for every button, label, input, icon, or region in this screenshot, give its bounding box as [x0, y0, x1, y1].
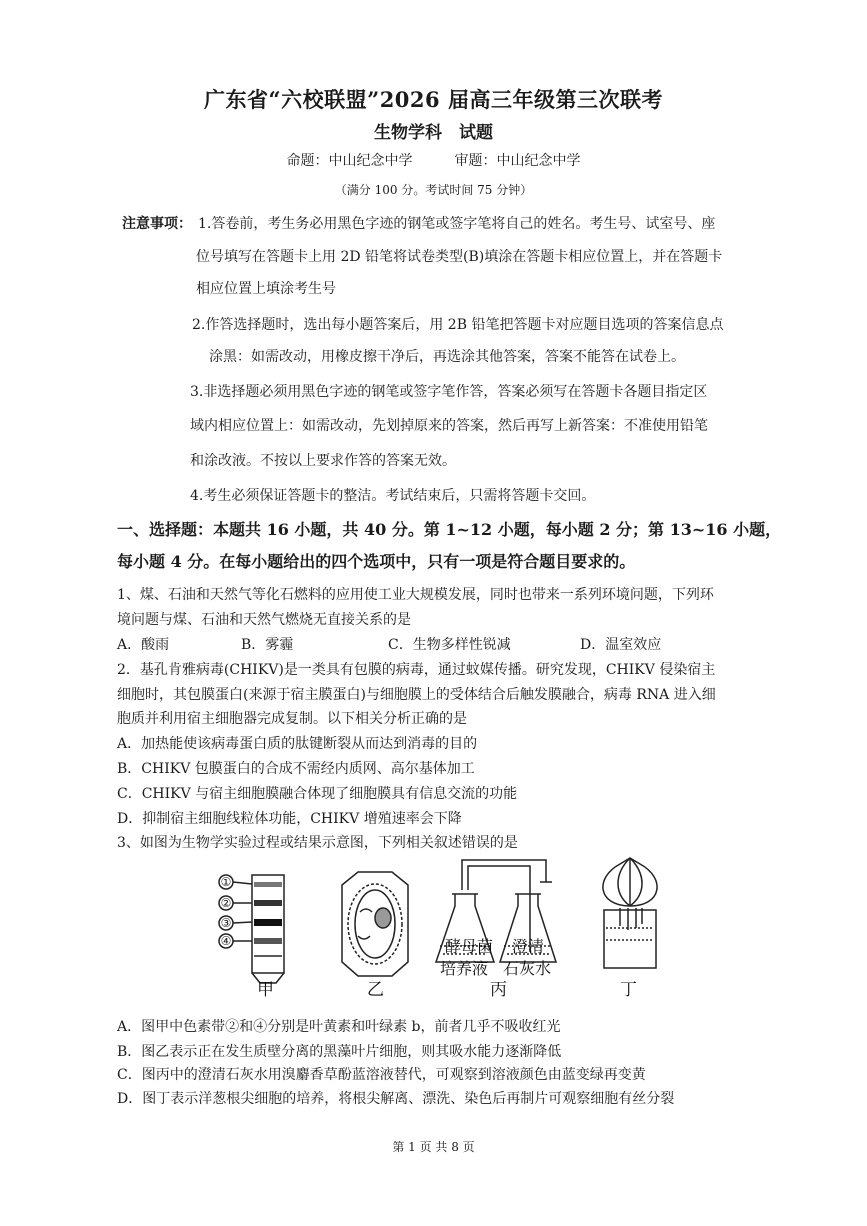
figure-yi-cell: [342, 872, 408, 976]
score-info: （满分 100 分。考试时间 75 分钟）: [334, 183, 533, 197]
band-label-3: ③: [220, 916, 232, 930]
section-heading: 一、选择题：本题共 16 小题，共 40 分。第 1~12 小题，每小题 2 分；第 13~16 小题，: [117, 520, 782, 539]
figure-label-ding: 丁: [620, 980, 637, 1000]
q1-option-c: C．生物多样性锐减: [388, 637, 511, 653]
q1-stem: 境问题与煤、石油和天然气燃烧无直接关系的是: [117, 612, 411, 628]
flask-left-label-2: 培养液: [440, 959, 489, 978]
note-line: 相应位置上填涂考生号: [196, 281, 336, 297]
q2-option-c: C．CHIKV 与宿主细胞膜融合体现了细胞膜具有信息交流的功能: [117, 786, 518, 802]
q3-option-a: A．图甲中色素带②和④分别是叶黄素和叶绿素 b，前者几乎不吸收红光: [117, 1019, 561, 1035]
figure-label-yi: 乙: [367, 980, 384, 1000]
note-line: 域内相应位置上：如需改动，先划掉原来的答案，然后再写上新答案：不准使用铅笔: [190, 418, 708, 434]
q3-figure: [200, 850, 670, 1005]
flask-right-label-1: 澄清: [512, 937, 545, 956]
q2-stem: 胞质并利用宿主细胞器完成复制。以下相关分析正确的是: [117, 711, 467, 727]
exam-subtitle: 生物学科 试题: [374, 123, 493, 143]
q3-option-c: C．图丙中的澄清石灰水用溴麝香草酚蓝溶液替代，可观察到溶液颜色由蓝变绿再变黄: [117, 1067, 646, 1083]
note-line: 3.非选择题必须用黑色字迹的钢笔或签字笔作答，答案必须写在答题卡各题目指定区: [190, 384, 708, 400]
note-line: 涂黑：如需改动，用橡皮擦干净后，再选涂其他答案，答案不能答在试卷上。: [209, 349, 685, 365]
exam-authors: 命题：中山纪念中学 审题：中山纪念中学: [286, 153, 581, 169]
q2-option-b: B．CHIKV 包膜蛋白的合成不需经内质网、高尔基体加工: [117, 761, 475, 777]
note-line: 位号填写在答题卡上用 2D 铅笔将试卷类型(B)填涂在答题卡相应位置上，并在答题卡: [196, 249, 723, 265]
notes-label: 注意事项：: [122, 216, 192, 232]
note-line: 4.考生必须保证答题卡的整洁。考试结束后，只需将答题卡交回。: [190, 488, 596, 504]
figure-jia-strip: [252, 875, 284, 983]
q3-stem: 3、如图为生物学实验过程或结果示意图，下列相关叙述错误的是: [117, 835, 518, 851]
q1-option-a: A．酸雨: [117, 637, 170, 653]
page-footer: 第 1 页 共 8 页: [392, 1140, 475, 1154]
q2-option-d: D．抑制宿主细胞线粒体功能，CHIKV 增殖速率会下降: [117, 811, 462, 827]
q3-option-b: B．图乙表示正在发生质壁分离的黑藻叶片细胞，则其吸水能力逐渐降低: [117, 1044, 562, 1060]
figure-ding-onion: [603, 858, 657, 968]
exam-title: 广东省“六校联盟”2026 届高三年级第三次联考: [204, 87, 663, 112]
q2-stem: 2．基孔肯雅病毒(CHIKV)是一类具有包膜的病毒，通过蚊媒传播。研究发现，CHIKV 侵染宿主: [117, 662, 716, 678]
q1-stem: 1、煤、石油和天然气等化石燃料的应用使工业大规模发展，同时也带来一系列环境问题，下列环: [117, 587, 714, 603]
figure-label-bing: 丙: [490, 980, 507, 1000]
q1-option-d: D．温室效应: [580, 637, 662, 653]
q1-option-b: B．雾霾: [241, 637, 294, 653]
flask-right-label-2: 石灰水: [503, 959, 552, 978]
q2-stem: 细胞时，其包膜蛋白(来源于宿主膜蛋白)与细胞膜上的受体结合后触发膜融合，病毒 RNA 进入细: [117, 687, 716, 703]
band-label-1: ①: [220, 875, 232, 889]
note-line: 和涂改液。不按以上要求作答的答案无效。: [190, 453, 456, 469]
band-label-2: ②: [220, 896, 232, 910]
note-line: 1.答卷前，考生务必用黑色字迹的钢笔或签字笔将自己的姓名。考生号、试室号、座: [198, 216, 716, 232]
figure-label-jia: 甲: [257, 980, 274, 1000]
flask-left-label-1: 酵母菌: [445, 937, 494, 956]
band-label-4: ④: [220, 934, 232, 948]
note-line: 2.作答选择题时，选出每小题答案后，用 2B 铅笔把答题卡对应题目选项的答案信息点: [192, 317, 724, 333]
section-heading-cont: 每小题 4 分。在每小题给出的四个选项中，只有一项是符合题目要求的。: [117, 552, 636, 571]
q2-option-a: A．加热能使该病毒蛋白质的肽键断裂从而达到消毒的目的: [117, 736, 478, 752]
q3-option-d: D．图丁表示洋葱根尖细胞的培养，将根尖解离、漂洗、染色后再制片可观察细胞有丝分裂: [117, 1091, 675, 1107]
